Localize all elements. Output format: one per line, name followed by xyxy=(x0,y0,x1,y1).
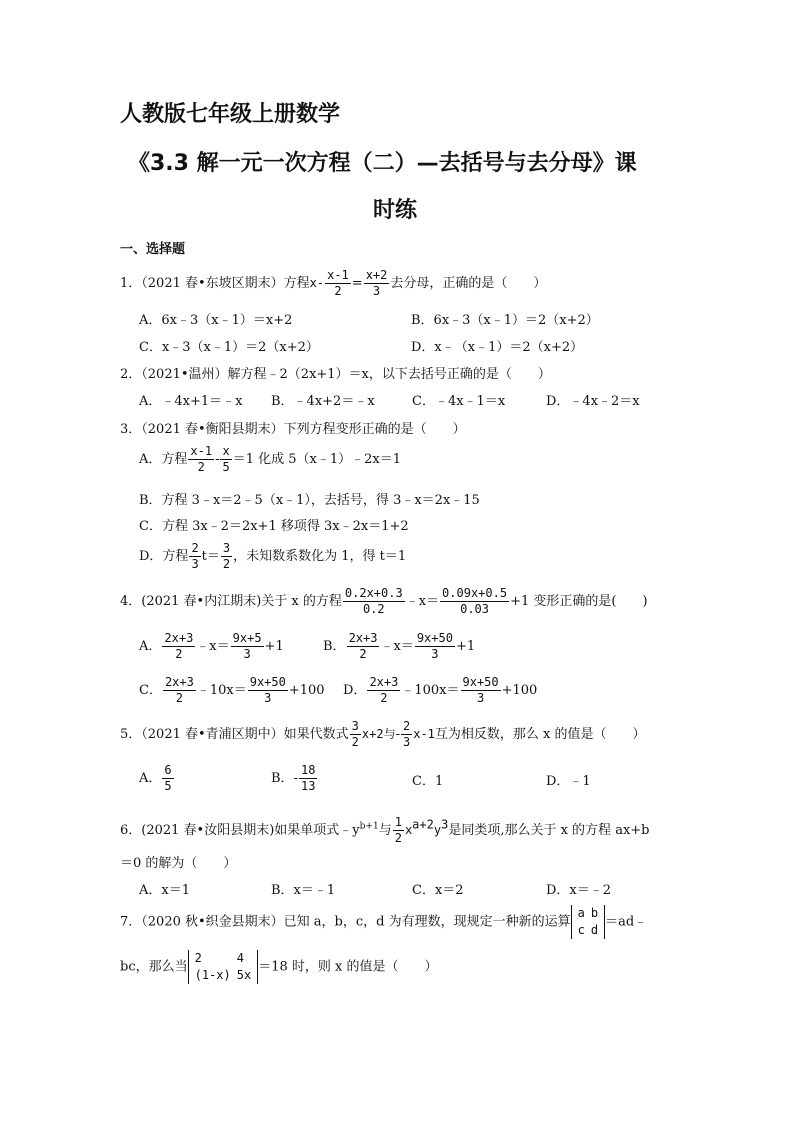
q1-frac2: $\frac{x+2}{3}$ xyxy=(365,268,388,298)
q1-option-b: B．6x﹣3（x﹣1）＝2（x+2） xyxy=(411,313,599,328)
q2-option-a: A．﹣4x+1＝﹣x xyxy=(139,394,243,409)
question-4-stem: 4．(2021 春•内江期末)关于 x 的方程 $\frac{0.2x+0.3}{0.2}$ ﹣x＝ $\frac{0.09x+0.5}{0.03}$ +1 变形正确的是( ) xyxy=(120,586,648,616)
q4-option-c: C． $\frac{2x+3}{2}$ ﹣10x＝ $\frac{9x+50}{3}$ +100 xyxy=(139,675,325,705)
q4-option-d: D． $\frac{2x+3}{2}$ ﹣100x＝ $\frac{9x+50}{3}$ +100 xyxy=(343,675,538,705)
q5-option-c: C．1 xyxy=(412,774,444,789)
question-5-stem: 5．（2021 春•青浦区期中）如果代数式 $\frac{3}{2}$ x+2与- $\frac{2}{3}$ x-1互为相反数，那么 x 的值是（ ） xyxy=(120,719,646,749)
q6-option-b: B．x＝﹣1 xyxy=(271,883,336,898)
q6-line2: ＝0 的解为（ ） xyxy=(120,856,237,871)
q3-option-d: D．方程 $\frac{2}{3}$ t＝ $\frac{3}{2}$ ，未知数系数化为 1，得 t＝1 xyxy=(139,541,407,571)
q1-pre: 1．（2021 春•东坡区期末）方程 xyxy=(120,276,310,291)
q7-matrix-1: a b c d xyxy=(571,905,605,939)
q3-option-b: B．方程 3﹣x＝2﹣5（x﹣1），去括号，得 3﹣x＝2x﹣15 xyxy=(139,493,480,508)
header-line3: 时练 xyxy=(373,198,418,223)
question-3-stem: 3．（2021 春•衡阳县期末）下列方程变形正确的是（ ） xyxy=(120,422,466,437)
q7-matrix-2: 2 4 (1-x) 5x xyxy=(188,950,259,984)
q1-option-c: C．x﹣3（x﹣1）＝2（x+2） xyxy=(139,340,319,355)
question-6-stem: 6．(2021 春•汝阳县期末)如果单项式$﹣y^{b+1}$与 $\frac{1}{2}$ $x^{a+2}y^3$是同类项,那么关于 x 的方程 ax+b xyxy=(120,815,650,845)
q5-option-a: A． $\frac{6}{5}$ xyxy=(139,763,172,793)
header-line1: 人教版七年级上册数学 xyxy=(120,102,341,127)
question-1-stem xyxy=(120,268,546,299)
q1-x: x- xyxy=(309,276,325,290)
q2-option-b: B．﹣4x+2＝﹣x xyxy=(271,394,375,409)
q3-option-a: A．方程 $\frac{x-1}{2}$ - $\frac{x}{5}$ ＝1 化成 5（x﹣1）﹣2x＝1 xyxy=(139,444,402,474)
q3-option-c: C．方程 3x﹣2＝2x+1 移项得 3x﹣2x＝1+2 xyxy=(139,519,409,534)
q6-option-d: D．x＝﹣2 xyxy=(546,883,612,898)
q2-option-c: C．﹣4x﹣1＝x xyxy=(412,394,506,409)
q4-option-b: B． $\frac{2x+3}{2}$ ﹣x＝ $\frac{9x+50}{3}$ +1 xyxy=(323,631,476,661)
q6-option-a: A．x＝1 xyxy=(139,883,190,898)
q1-post: 去分母，正确的是（ ） xyxy=(390,276,547,291)
q4-option-a: A． $\frac{2x+3}{2}$ ﹣x＝ $\frac{9x+5}{3}$ +1 xyxy=(139,631,284,661)
q2-option-d: D．﹣4x﹣2＝x xyxy=(546,394,640,409)
question-2-stem: 2．（2021•温州）解方程﹣2（2x+1）＝x，以下去括号正确的是（ ） xyxy=(120,367,551,382)
q1-frac1: $\frac{x-1}{2}$ xyxy=(327,268,349,298)
q6-option-c: C．x＝2 xyxy=(412,883,464,898)
q5-option-b: B．- $\frac{18}{13}$ xyxy=(271,763,316,793)
q1-eq: = xyxy=(351,276,363,291)
header-line2: 《3.3 解一元一次方程（二）—去括号与去分母》课 xyxy=(128,151,637,176)
q1-option-d: D．x﹣（x﹣1）＝2（x+2） xyxy=(411,340,584,355)
section-title: 一、选择题 xyxy=(120,242,186,257)
q7-line2: bc，那么当 2 4 (1-x) 5x ＝18 时，则 x 的值是（ ） xyxy=(120,951,438,982)
question-7-stem: 7．（2020 秋•织金县期末）已知 a，b，c，d 为有理数，现规定一种新的运算 a b c d ＝ad﹣ xyxy=(120,906,648,937)
q5-option-d: D．﹣1 xyxy=(546,774,591,789)
q1-option-a: A．6x﹣3（x﹣1）＝x+2 xyxy=(139,313,293,328)
